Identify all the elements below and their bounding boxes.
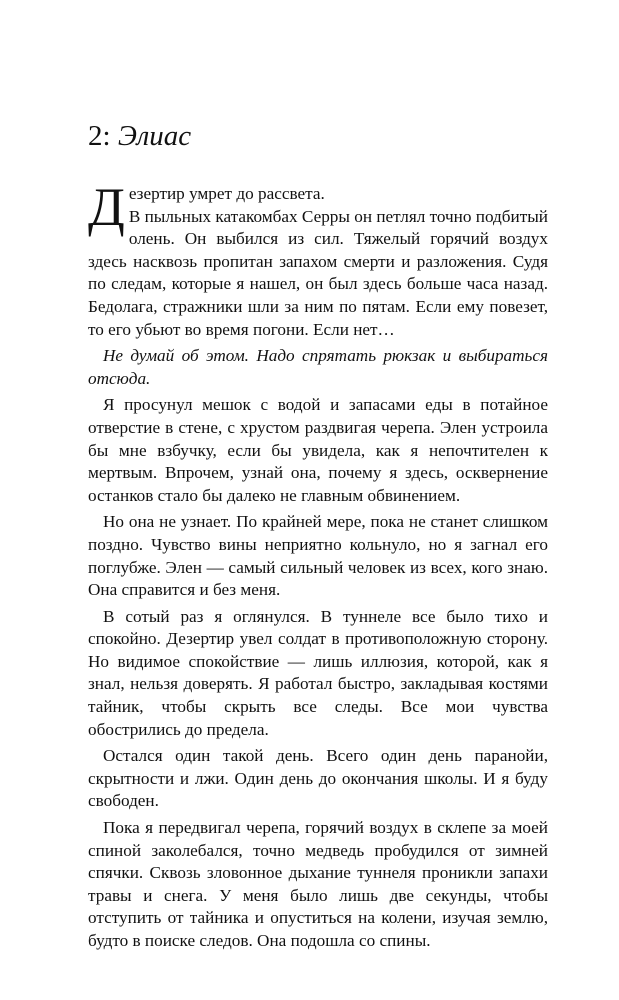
chapter-name: Элиас (117, 120, 192, 152)
paragraph-2: Не думай об этом. Надо спрятать рюкзак и выбираться отсюда. (88, 346, 548, 388)
paragraph-1 (88, 177, 549, 341)
paragraph-5: В сотый раз я оглянулся. В туннеле все было тихо и спокойно. Дезертир увел солдат в противоположную сторону. Но видимое спокойствие — лишь иллюзия, которой, как я знал, нельзя доверять. Я работал быстро, закладывая костями тайник, чтобы скрыть все следы. Все мои чувства обострились до предела. (88, 606, 548, 739)
drop-cap: Д (88, 177, 125, 237)
paragraph-1-text: езертир умрет до рассвета. В пыльных катакомбах Серры он петлял точно подбитый олень. Он выбился из сил. Тяжелый горячий воздух здесь насквозь пропитан запахом смерти и разложения. Судя по следам, которые я нашел, он был здесь больше часа назад. Бедолага, стражники шли за ним по пятам. Если ему повезет, то его убьют во время погони. Если нет… (88, 184, 549, 339)
chapter-body (88, 177, 549, 953)
chapter-title (88, 118, 191, 154)
paragraph-6: Остался один такой день. Всего один день паранойи, скрытности и лжи. Один день до окончания школы. И я буду свободен. (88, 746, 548, 811)
chapter-number: 2: (88, 120, 111, 152)
paragraph-7: Пока я передвигал черепа, горячий воздух в склепе за моей спиной заколебался, точно медведь пробудился от зимней спячки. Сквозь зловонное дыхание туннеля проникли запахи травы и снега. У меня было лишь две секунды, чтобы отступить от тайника и опуститься на колени, изучая землю, будто в поиске следов. Она подошла со спины. (88, 818, 548, 950)
paragraph-3: Я просунул мешок с водой и запасами еды в потайное отверстие в стене, с хрустом раздвигая черепа. Элен устроила бы мне взбучку, если бы увидела, как я непочтителен к мертвым. Впрочем, узнай она, почему я здесь, осквернение останков стало бы далеко не главным обвинением. (88, 395, 548, 505)
paragraph-4: Но она не узнает. По крайней мере, пока не станет слишком поздно. Чувство вины неприятно кольнуло, но я загнал его поглубже. Элен — самый сильный человек из всех, кого знаю. Она справится и без меня. (88, 512, 548, 600)
